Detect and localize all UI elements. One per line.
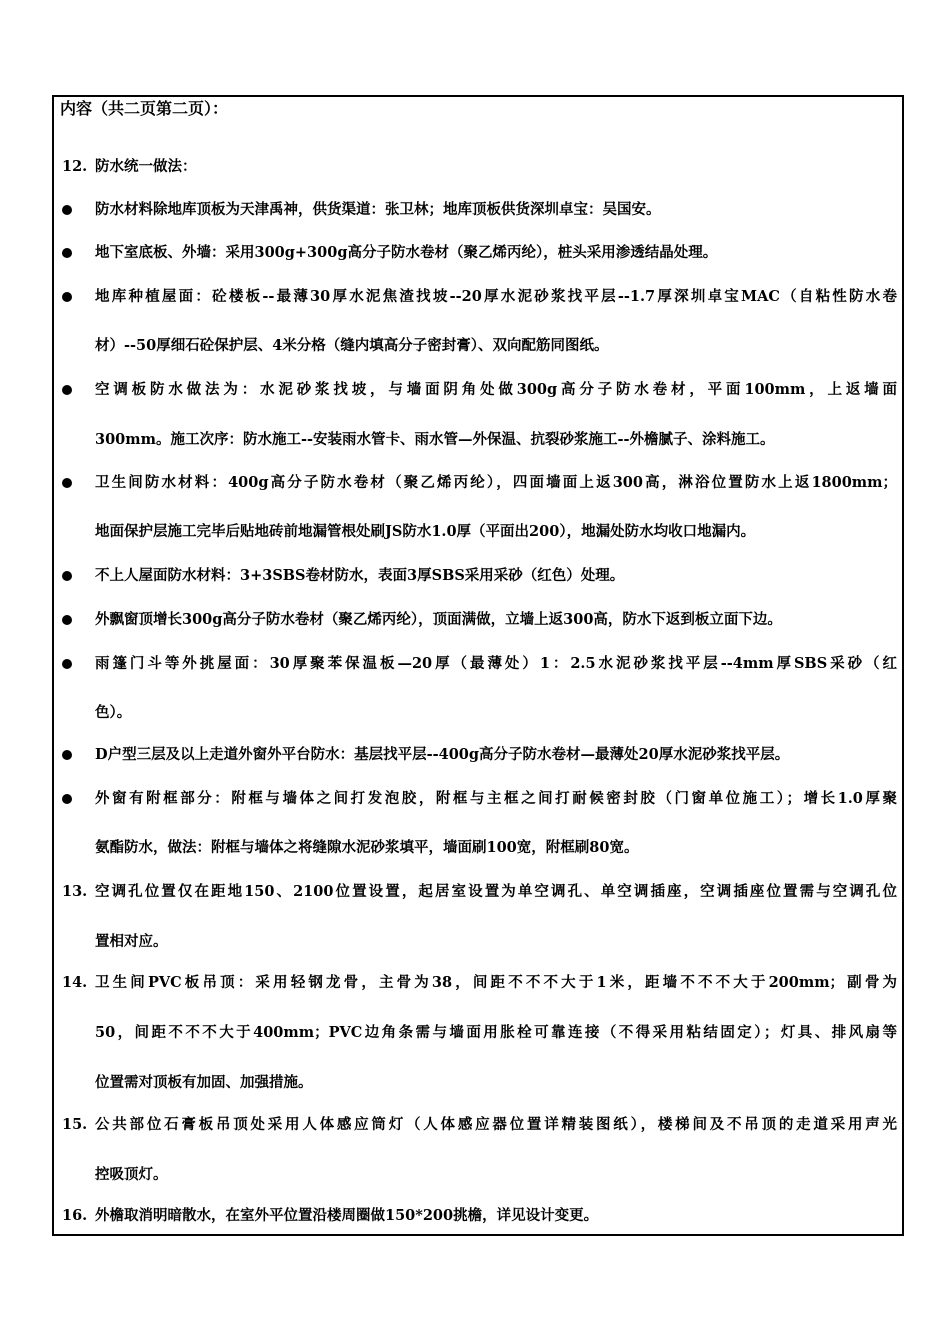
item-text-line: 置相对应。 [95, 933, 168, 950]
item-text-line: 卫生间防水材料：400g高分子防水卷材（聚乙烯丙纶），四面墙面上返300高，淋浴位置防水上返1800mm； [95, 474, 897, 491]
item-text-line: 材）--50厚细石砼保护层、4米分格（缝内填高分子密封膏）、双向配筋同图纸。 [95, 337, 609, 354]
bullet-icon [62, 794, 72, 804]
item-text-line: 控吸顶灯。 [95, 1166, 168, 1183]
item-text-line: 外檐取消明暗散水，在室外平位置沿楼周圈做150*200挑檐，详见设计变更。 [95, 1207, 599, 1224]
item-text-line: 外飘窗顶增长300g高分子防水卷材（聚乙烯丙纶），顶面满做，立墙上返300高，防水下返到板立面下边。 [95, 611, 782, 628]
item-number: 12. [62, 158, 88, 175]
item-number: 15. [62, 1116, 88, 1133]
item-text-line: D户型三层及以上走道外窗外平台防水：基层找平层--400g高分子防水卷材—最薄处20厚水泥砂浆找平层。 [95, 746, 790, 763]
item-text-line: 公共部位石膏板吊顶处采用人体感应筒灯（人体感应器位置详精装图纸），楼梯间及不吊顶的走道采用声光 [95, 1116, 897, 1133]
item-text-line: 不上人屋面防水材料：3+3SBS卷材防水，表面3厚SBS采用采砂（红色）处理。 [95, 567, 625, 584]
item-number: 14. [62, 974, 88, 991]
bullet-icon [62, 659, 72, 669]
bullet-icon [62, 478, 72, 488]
item-text-line: 空调孔位置仅在距地150、2100位置设置，起居室设置为单空调孔、单空调插座，空调插座位置需与空调孔位 [95, 883, 897, 900]
bullet-icon [62, 385, 72, 395]
page-header: 内容（共二页第二页）： [60, 99, 229, 118]
item-text-line: 地下室底板、外墙：采用300g+300g高分子防水卷材（聚乙烯丙纶），桩头采用渗透结晶处理。 [95, 244, 718, 261]
item-text-line: 防水材料除地库顶板为天津禹神，供货渠道：张卫林；地库顶板供货深圳卓宝：吴国安。 [95, 201, 661, 218]
bullet-icon [62, 205, 72, 215]
item-text-line: 氨酯防水，做法：附框与墙体之将缝隙水泥砂浆填平，墙面刷100宽，附框刷80宽。 [95, 839, 639, 856]
bullet-icon [62, 615, 72, 625]
item-text-line: 位置需对顶板有加固、加强措施。 [95, 1074, 313, 1091]
item-text-line: 卫生间PVC板吊顶：采用轻钢龙骨，主骨为38，间距不不不大于1米，距墙不不不大于200mm；副骨为 [95, 974, 897, 991]
item-text-line: 防水统一做法： [95, 158, 197, 175]
bullet-icon [62, 571, 72, 581]
bullet-icon [62, 292, 72, 302]
item-text-line: 外窗有附框部分：附框与墙体之间打发泡胶，附框与主框之间打耐候密封胶（门窗单位施工）；增长1.0厚聚 [95, 790, 897, 807]
item-text-line: 雨篷门斗等外挑屋面：30厚聚苯保温板—20厚（最薄处）1：2.5水泥砂浆找平层--4mm厚SBS采砂（红 [95, 655, 897, 672]
item-text-line: 地库种植屋面：砼楼板--最薄30厚水泥焦渣找坡--20厚水泥砂浆找平层--1.7厚深圳卓宝MAC（自粘性防水卷 [95, 288, 897, 305]
bullet-icon [62, 248, 72, 258]
item-text-line: 色）。 [95, 704, 132, 721]
item-text-line: 300mm。施工次序：防水施工--安装雨水管卡、雨水管—外保温、抗裂砂浆施工--外檐腻子、涂料施工。 [95, 431, 775, 448]
bullet-icon [62, 750, 72, 760]
item-text-line: 空调板防水做法为：水泥砂浆找坡，与墙面阴角处做300g高分子防水卷材，平面100mm，上返墙面 [95, 381, 897, 398]
item-text-line: 地面保护层施工完毕后贴地砖前地漏管根处刷JS防水1.0厚（平面出200），地漏处防水均收口地漏内。 [95, 523, 756, 540]
item-number: 16. [62, 1207, 88, 1224]
item-number: 13. [62, 883, 88, 900]
item-text-line: 50，间距不不不大于400mm；PVC边角条需与墙面用胀栓可靠连接（不得采用粘结固定）；灯具、排风扇等 [95, 1024, 897, 1041]
